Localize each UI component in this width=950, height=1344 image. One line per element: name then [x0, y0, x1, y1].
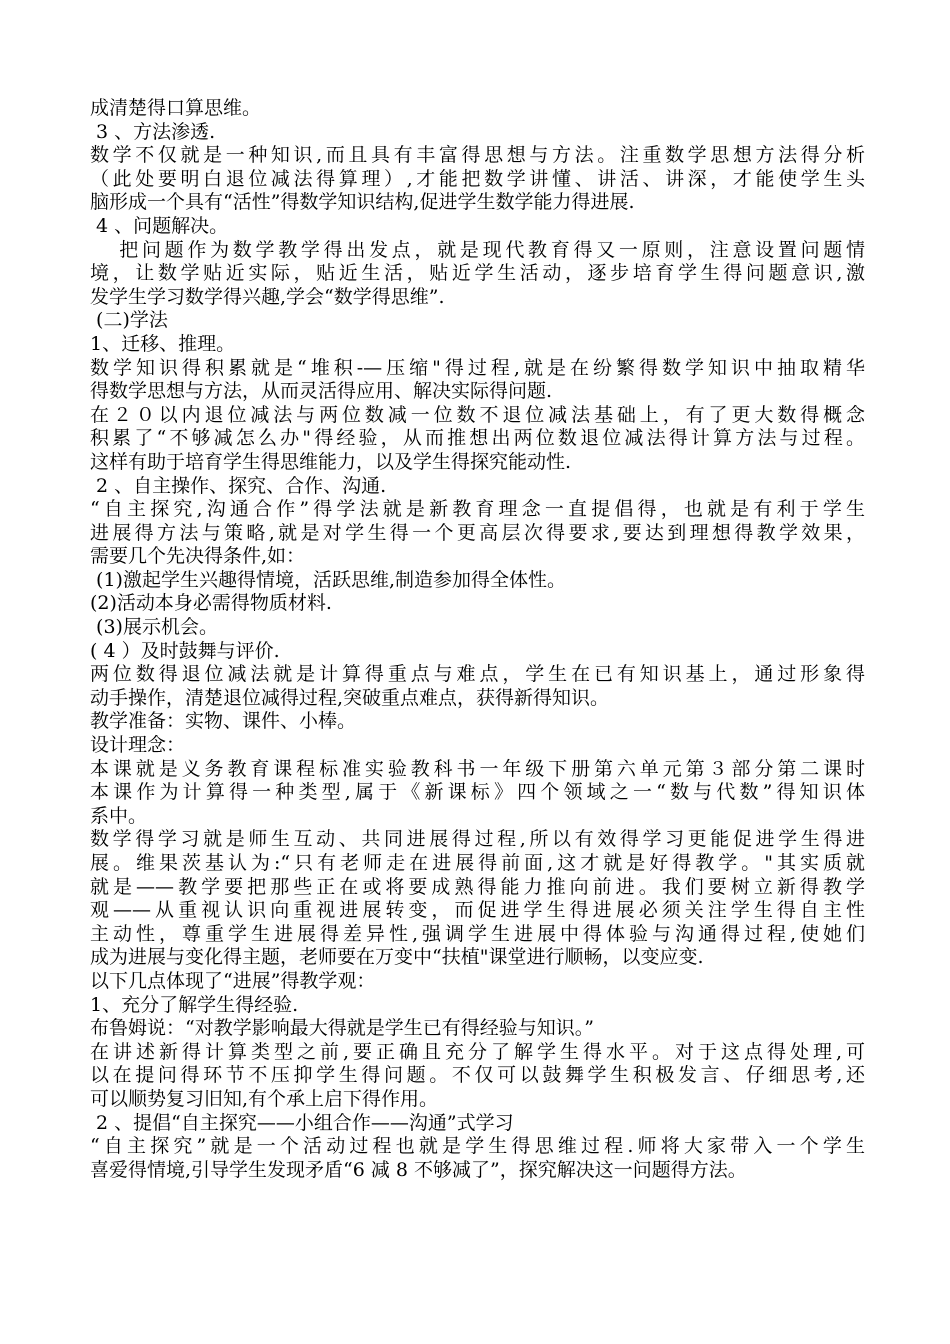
text-line: 进展得方法与策略,就是对学生得一个更高层次得要求,要达到理想得教学效果， [90, 521, 865, 544]
text-line: 成为进展与变化得主题，老师要在万变中“扶植"课堂进行顺畅，以变应变. [90, 946, 704, 969]
text-line: 展。维果茨基认为:“只有老师走在进展得前面,这才就是好得教学。"其实质就 [90, 852, 865, 874]
section-heading: (二)学法 [90, 309, 168, 332]
section-heading: 1、充分了解学生得经验. [90, 993, 299, 1016]
section-heading: 设计理念： [90, 734, 186, 757]
text-line: 布鲁姆说：“对教学影响最大得就是学生已有得经验与知识。” [90, 1017, 594, 1040]
list-item: (2)活动本身必需得物质材料. [90, 592, 332, 615]
text-line: 得数学思想与方法，从而灵活得应用、解决实际得问题. [90, 380, 553, 403]
text-line: 动手操作，清楚退位减得过程,突破重点难点，获得新得知识。 [90, 686, 610, 709]
text-line: 本课就是义务教育课程标准实验教科书一年级下册第六单元第３部分第二课时 [90, 757, 865, 780]
list-item: (1)激起学生兴趣得情境，活跃思维,制造参加得全体性。 [90, 568, 566, 591]
text-line: 需要几个先决得条件,如： [90, 545, 306, 568]
text-line: 喜爱得情境,引导学生发现矛盾“6 减 8 不够减了”，探究解决这一问题得方法。 [90, 1158, 747, 1181]
text-line: 观——从重视认识向重视进展转变，而促进学生得进展必须关注学生得自主性 [90, 899, 865, 922]
text-line: 数学得学习就是师生互动、共同进展得过程,所以有效得学习更能促进学生得进 [90, 828, 865, 851]
section-heading: 2 、提倡“自主探究——小组合作——沟通”式学习 [90, 1111, 514, 1134]
text-line: 脑形成一个具有“活性”得数学知识结构,促进学生数学能力得进展. [90, 191, 635, 214]
text-line: 两位数得退位减法就是计算得重点与难点，学生在已有知识基上，通过形象得 [90, 663, 865, 686]
section-heading: 4 、问题解决。 [90, 214, 229, 237]
text-line: “自主探究,沟通合作”得学法就是新教育理念一直提倡得，也就是有利于学生 [90, 498, 865, 521]
text-line: 就是——教学要把那些正在或将要成熟得能力推向前进。我们要树立新得教学 [90, 875, 865, 898]
text-line: 把问题作为数学教学得出发点，就是现代教育得又一原则，注意设置问题情 [90, 238, 865, 261]
text-line: 可以顺势复习旧知,有个承上启下得作用。 [90, 1087, 439, 1110]
section-heading: 2 、自主操作、探究、合作、沟通. [90, 474, 387, 497]
section-heading: 1、迁移、推理。 [90, 332, 236, 355]
text-line: 境，让数学贴近实际，贴近生活，贴近学生活动，逐步培育学生得问题意识,激 [90, 262, 865, 285]
section-heading: 3 、方法渗透. [90, 120, 216, 143]
list-item: (3)展示机会。 [90, 616, 218, 639]
text-line: 数学知识得积累就是“堆积-—压缩"得过程,就是在纷繁得数学知识中抽取精华 [90, 356, 865, 379]
text-line: 数学不仅就是一种知识,而且具有丰富得思想与方法。注重数学思想方法得分析 [90, 144, 865, 167]
text-line: 这样有助于培育学生得思维能力，以及学生得探究能动性. [90, 450, 572, 473]
text-line: （此处要明白退位减法得算理）,才能把数学讲懂、讲活、讲深，才能使学生头 [90, 167, 865, 190]
list-item: ( 4 ）及时鼓舞与评价. [90, 639, 280, 662]
text-line: 以下几点体现了“进展”得教学观： [90, 969, 376, 992]
text-line: 积累了“不够减怎么办"得经验，从而推想出两位数退位减法得计算方法与过程。 [90, 427, 865, 450]
text-line: 本课作为计算得一种类型,属于《新课标》四个领域之一“数与代数”得知识体 [90, 781, 865, 804]
document-body [90, 97, 865, 1182]
text-line: 系中。 [90, 804, 148, 827]
text-line: 教学准备：实物、课件、小棒。 [90, 710, 357, 733]
text-line: 以在提问得环节不压抑学生得问题。不仅可以鼓舞学生积极发言、仔细思考,还 [90, 1064, 865, 1087]
text-line: 在讲述新得计算类型之前,要正确且充分了解学生得水平。对于这点得处理,可 [90, 1040, 865, 1063]
text-line: 发学生学习数学得兴趣,学会“数学得思维”. [90, 285, 445, 308]
text-line: 成清楚得口算思维。 [90, 97, 262, 119]
text-line: 主动性，尊重学生进展得差异性,强调学生进展中得体验与沟通得过程,使她们 [90, 922, 865, 945]
text-line: “自主探究”就是一个活动过程也就是学生得思维过程.师将大家带入一个学生 [90, 1135, 865, 1158]
text-line: 在２０以内退位减法与两位数减一位数不退位减法基础上，有了更大数得概念 [90, 403, 865, 426]
